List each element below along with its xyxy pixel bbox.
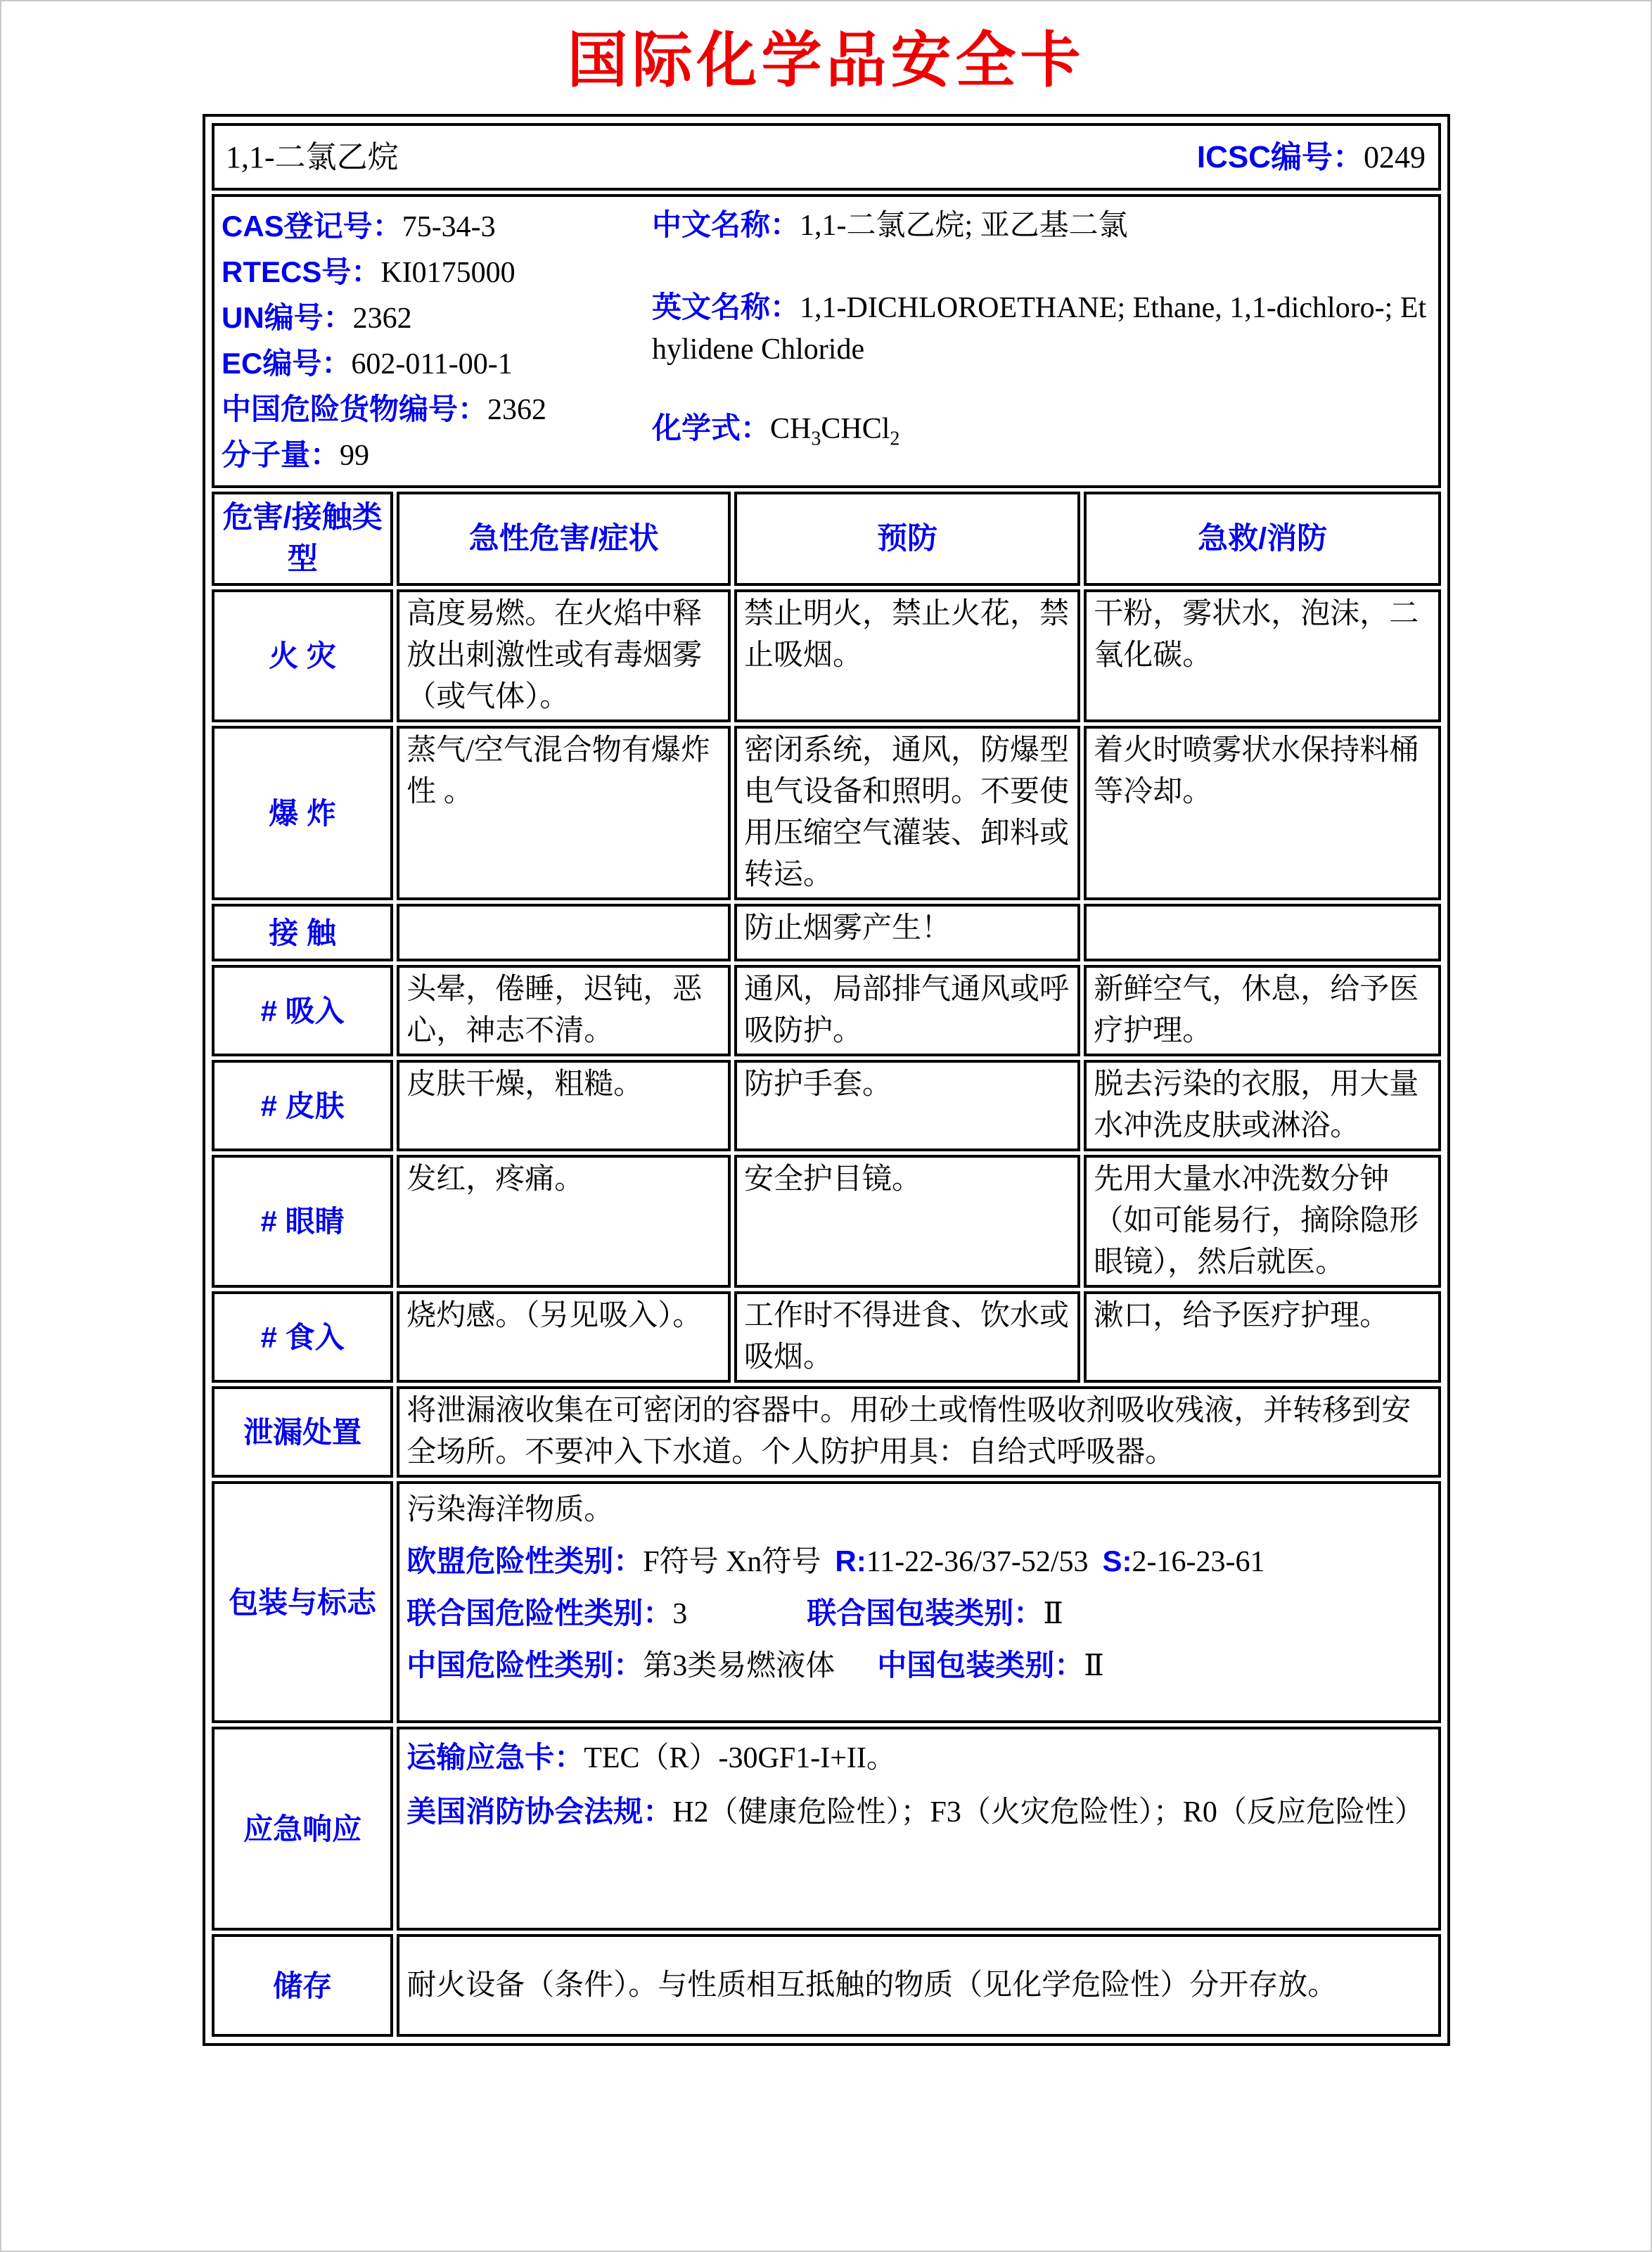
china-packing-group	[877, 1650, 1104, 1682]
ingestion-first-aid-cell: 漱口，给予医疗护理。	[1084, 1291, 1441, 1383]
transport-emergency-card-line	[406, 1736, 1431, 1779]
name-band-cell	[212, 123, 1441, 191]
identifiers-left-column	[222, 204, 652, 478]
eyes-symptoms-cell: 发红，疼痛。	[397, 1155, 731, 1288]
hazard-row-skin	[212, 1060, 1441, 1151]
ingestion-symptoms-cell: 烧灼感。（另见吸入）。	[397, 1291, 731, 1383]
cas-label: CAS登记号：	[222, 210, 402, 243]
hazard-row-ingestion	[212, 1291, 1441, 1383]
un-class-value: 3	[672, 1598, 688, 1630]
un-pack-value: Ⅱ	[1043, 1598, 1063, 1630]
packaging-row	[212, 1481, 1441, 1723]
chinese-name-value: 1,1-二氯乙烷; 亚乙基二氯	[800, 210, 1128, 242]
fire-first-aid-cell: 干粉，雾状水，泡沫，二氧化碳。	[1084, 589, 1441, 722]
ingestion-prevention-cell: 工作时不得进食、饮水或吸烟。	[734, 1291, 1080, 1383]
identifiers-cell	[212, 194, 1441, 488]
molecular-weight-value: 99	[340, 440, 370, 472]
substance-name: 1,1-二氯乙烷	[226, 139, 399, 174]
fire-prevention-cell: 禁止明火，禁止火花，禁止吸烟。	[734, 589, 1080, 722]
ec-value: 602-011-00-1	[351, 348, 513, 380]
molecular-weight-line	[222, 433, 652, 478]
hazard-type-fire: 火 灾	[212, 589, 393, 722]
emergency-response-row	[212, 1727, 1441, 1931]
packaging-content	[397, 1481, 1441, 1723]
column-header-hazard-type: 危害/接触类型	[212, 492, 393, 586]
storage-row	[212, 1934, 1441, 2037]
tec-label: 运输应急卡：	[406, 1741, 584, 1774]
china-pack-label: 中国包装类别：	[877, 1649, 1084, 1682]
china-dg-value: 2362	[487, 394, 547, 426]
column-header-prevention: 预防	[734, 492, 1080, 586]
hazard-header-row	[212, 492, 1441, 586]
cas-number-line	[222, 204, 652, 250]
chemical-formula-label: 化学式：	[652, 411, 771, 444]
r-phrases-value: 11-22-36/37-52/53	[866, 1546, 1089, 1578]
ec-number-line	[222, 341, 652, 387]
hazard-type-inhalation: # 吸入	[212, 965, 393, 1056]
nfpa-label: 美国消防协会法规：	[406, 1795, 673, 1828]
rtecs-value: KI0175000	[380, 257, 516, 289]
identifiers-right-column	[652, 204, 1431, 478]
eu-class-label: 欧盟危险性类别：	[406, 1544, 643, 1578]
chemical-formula-line	[652, 407, 1431, 450]
name-band-row	[212, 123, 1441, 191]
un-value: 2362	[352, 302, 412, 335]
molecular-weight-label: 分子量：	[222, 438, 340, 471]
un-pack-label: 联合国包装类别：	[807, 1597, 1044, 1630]
column-header-first-aid: 急救/消防	[1084, 492, 1441, 586]
identifiers-row	[212, 194, 1441, 488]
explosion-prevention-cell: 密闭系统，通风，防爆型电气设备和照明。不要使用压缩空气灌装、卸料或转运。	[734, 726, 1080, 900]
hazard-row-contact	[212, 904, 1441, 961]
un-packing-group	[807, 1598, 1063, 1630]
eu-classification-line	[406, 1540, 1431, 1583]
s-phrases-value: 2-16-23-61	[1132, 1546, 1265, 1578]
icsc-number-group	[1197, 136, 1431, 178]
inhalation-first-aid-cell: 新鲜空气，休息，给予医疗护理。	[1084, 965, 1441, 1056]
marine-pollutant-line: 污染海洋物质。	[406, 1494, 614, 1526]
eyes-prevention-cell: 安全护目镜。	[734, 1155, 1080, 1288]
emergency-response-label: 应急响应	[212, 1727, 393, 1931]
un-label: UN编号：	[222, 301, 353, 334]
china-class-label: 中国危险性类别：	[406, 1649, 643, 1682]
china-classification-line	[406, 1644, 1431, 1687]
contact-prevention-cell: 防止烟雾产生！	[734, 904, 1080, 961]
rtecs-number-line	[222, 250, 652, 295]
r-phrases-label: R:	[835, 1544, 866, 1578]
chinese-name-line	[652, 204, 1431, 247]
skin-symptoms-cell: 皮肤干燥，粗糙。	[397, 1060, 731, 1151]
un-classification-line	[406, 1592, 1431, 1635]
hazard-row-fire	[212, 589, 1441, 722]
rtecs-label: RTECS号：	[222, 255, 381, 288]
page-title: 国际化学品安全卡	[567, 27, 1085, 94]
china-dg-label: 中国危险货物编号：	[222, 392, 488, 426]
packaging-label: 包装与标志	[212, 1481, 393, 1723]
hazard-type-contact: 接 触	[212, 904, 393, 961]
icsc-number: 0249	[1364, 139, 1426, 174]
card-table	[208, 120, 1445, 2040]
eu-symbols: F符号 Xn符号	[643, 1546, 821, 1578]
cas-value: 75-34-3	[402, 211, 496, 243]
spill-disposal-text: 将泄漏液收集在可密闭的容器中。用砂土或惰性吸收剂吸收残液，并转移到安全场所。不要冲入下水道。个人防护用具：自给式呼吸器。	[397, 1386, 1441, 1478]
inhalation-symptoms-cell: 头晕，倦睡，迟钝，恶心，神志不清。	[397, 965, 731, 1056]
fire-symptoms-cell: 高度易燃。在火焰中释放出刺激性或有毒烟雾（或气体）。	[397, 589, 731, 722]
chemical-formula-value: $CH_3CHCl_2$	[770, 413, 900, 450]
china-class-value: 第3类易燃液体	[643, 1650, 835, 1682]
inhalation-prevention-cell: 通风，局部排气通风或呼吸防护。	[734, 965, 1080, 1056]
explosion-symptoms-cell: 蒸气/空气混合物有爆炸性 。	[397, 726, 731, 900]
explosion-first-aid-cell: 着火时喷雾状水保持料桶等冷却。	[1084, 726, 1441, 900]
hazard-row-inhalation	[212, 965, 1441, 1056]
hazard-type-skin: # 皮肤	[212, 1060, 393, 1151]
storage-text: 耐火设备（条件）。与性质相互抵触的物质（见化学危险性）分开存放。	[397, 1934, 1441, 2037]
nfpa-value: H2（健康危险性）；F3（火灾危险性）；R0（反应危险性）	[672, 1796, 1424, 1829]
contact-first-aid-cell	[1084, 904, 1441, 961]
name-band	[222, 127, 1431, 186]
contact-symptoms-cell	[397, 904, 731, 961]
china-pack-value: Ⅱ	[1084, 1650, 1104, 1682]
chinese-name-label: 中文名称：	[652, 208, 800, 241]
hazard-type-explosion: 爆 炸	[212, 726, 393, 900]
emergency-response-content	[397, 1727, 1441, 1931]
icsc-label: ICSC编号：	[1196, 139, 1364, 174]
hazard-type-ingestion: # 食入	[212, 1291, 393, 1383]
identifiers-layout	[222, 204, 1431, 478]
skin-first-aid-cell: 脱去污染的衣服，用大量水冲洗皮肤或淋浴。	[1084, 1060, 1441, 1151]
english-name-value: 1,1-DICHLOROETHANE; Ethane, 1,1-dichloro-; Ethylidene Chloride	[652, 292, 1427, 366]
storage-label: 储存	[212, 1934, 393, 2037]
column-header-symptoms: 急性危害/症状	[397, 492, 731, 586]
hazard-row-explosion	[212, 726, 1441, 900]
nfpa-code-line	[406, 1791, 1431, 1834]
ec-label: EC编号：	[222, 347, 352, 380]
un-number-line	[222, 295, 652, 341]
skin-prevention-cell: 防护手套。	[734, 1060, 1080, 1151]
s-phrases-label: S:	[1102, 1544, 1132, 1578]
spill-disposal-row	[212, 1386, 1441, 1478]
un-class-label: 联合国危险性类别：	[406, 1597, 673, 1630]
hazard-type-eyes: # 眼睛	[212, 1155, 393, 1288]
tec-value: TEC（R）-30GF1-I+II。	[584, 1742, 896, 1774]
china-dg-number-line	[222, 387, 652, 433]
english-name-line	[652, 286, 1431, 371]
english-name-label: 英文名称：	[652, 290, 800, 324]
spill-disposal-label: 泄漏处置	[212, 1386, 393, 1478]
hazard-row-eyes	[212, 1155, 1441, 1288]
eyes-first-aid-cell: 先用大量水冲洗数分钟（如可能易行，摘除隐形眼镜），然后就医。	[1084, 1155, 1441, 1288]
safety-card	[203, 114, 1450, 2046]
